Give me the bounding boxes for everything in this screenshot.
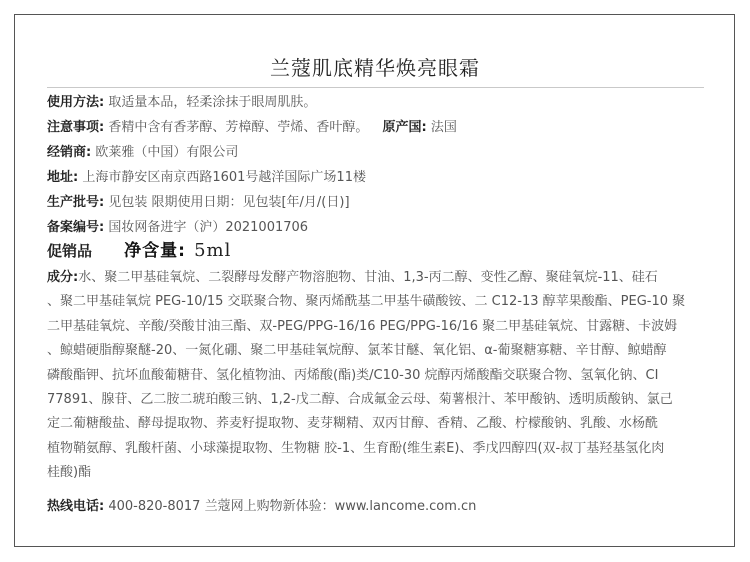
distributor-row <box>47 144 238 162</box>
address-label: 地址: <box>47 170 79 185</box>
caution-row <box>47 119 457 137</box>
net-content-value: 5ml <box>194 240 232 261</box>
ingredients-line: 77891、腺苷、乙二胺二琥珀酸三钠、1,2-戊二醇、合成氟金云母、菊薯根汁、苯甲酸钠、透明质酸钠、氯己 <box>47 391 673 407</box>
batch-value: 见包装 限期使用日期：见包装[年/月/(日)] <box>108 195 350 210</box>
ingredients-line: 定二葡糖酸盐、酵母提取物、荞麦籽提取物、麦芽糊精、双丙甘醇、香精、乙酸、柠檬酸钠、乳酸、水杨酰 <box>47 416 659 432</box>
origin-value: 法国 <box>430 120 457 135</box>
ingredients-line: 、鲸蜡硬脂醇聚醚-20、一氮化硼、聚二甲基硅氧烷醇、氯苯甘醚、氧化铝、α-葡聚糖寡糖、辛甘醇、鲸蜡醇 <box>47 343 667 359</box>
batch-label: 生产批号: <box>47 195 105 210</box>
origin-label: 原产国: <box>382 120 427 135</box>
record-label: 备案编号: <box>47 220 105 235</box>
record-value: 国妆网备进字（沪）2021001706 <box>108 220 309 235</box>
hotline-value: 400-820-8017 兰蔻网上购物新体验：www.lancome.com.cn <box>108 499 477 514</box>
batch-row <box>47 194 350 212</box>
usage-value: 取适量本品，轻柔涂抹于眼周肌肤。 <box>108 95 317 110</box>
ingredients-line: 二甲基硅氧烷、辛酸/癸酸甘油三酯、双-PEG/PPG-16/16 PEG/PPG-16/16 聚二甲基硅氧烷、甘露糖、卡波姆 <box>47 318 678 334</box>
hotline-row <box>47 498 476 516</box>
ingredients-line: 桂酸)酯 <box>47 465 92 481</box>
divider <box>47 87 704 88</box>
distributor-label: 经销商: <box>47 145 92 160</box>
caution-value: 香精中含有香茅醇、芳樟醇、苧烯、香叶醇。 <box>108 120 369 135</box>
product-title: 兰蔻肌底精华焕亮眼霜 <box>270 56 480 80</box>
caution-label: 注意事项: <box>47 120 105 135</box>
distributor-value: 欧莱雅（中国）有限公司 <box>95 145 239 160</box>
ingredients-label: 成分: <box>47 270 79 285</box>
usage-label: 使用方法: <box>47 95 105 110</box>
hotline-label: 热线电话: <box>47 499 105 514</box>
address-row <box>47 169 366 187</box>
promo-label: 促销品 <box>47 242 93 260</box>
ingredients-block <box>47 266 709 486</box>
ingredients-line <box>47 266 709 290</box>
address-value: 上海市静安区南京西路1601号越洋国际广场11楼 <box>82 170 366 185</box>
ingredients-line: 磷酸酯钾、抗坏血酸葡糖苷、氢化植物油、丙烯酸(酯)类/C10-30 烷醇丙烯酸酯交联聚合物、氢氧化钠、CI <box>47 367 659 383</box>
net-content-label: 净含量: <box>124 241 186 261</box>
ingredients-line: 植物鞘氨醇、乳酸杆菌、小球藻提取物、生物糖 胶-1、生育酚(维生素E)、季戊四醇四(双-叔丁基羟基氢化肉 <box>47 440 665 456</box>
ingredients-text: 水、聚二甲基硅氧烷、二裂酵母发酵产物溶胞物、甘油、1,3-丙二醇、变性乙醇、聚硅氧烷-11、硅石 <box>78 270 658 285</box>
ingredients-line: 、聚二甲基硅氧烷 PEG-10/15 交联聚合物、聚丙烯酰基二甲基牛磺酸铵、二 C12-13 醇苹果酸酯、PEG-10 聚 <box>47 294 686 310</box>
promo-net-row <box>47 239 231 265</box>
record-row <box>47 219 308 237</box>
usage-row <box>47 94 316 112</box>
